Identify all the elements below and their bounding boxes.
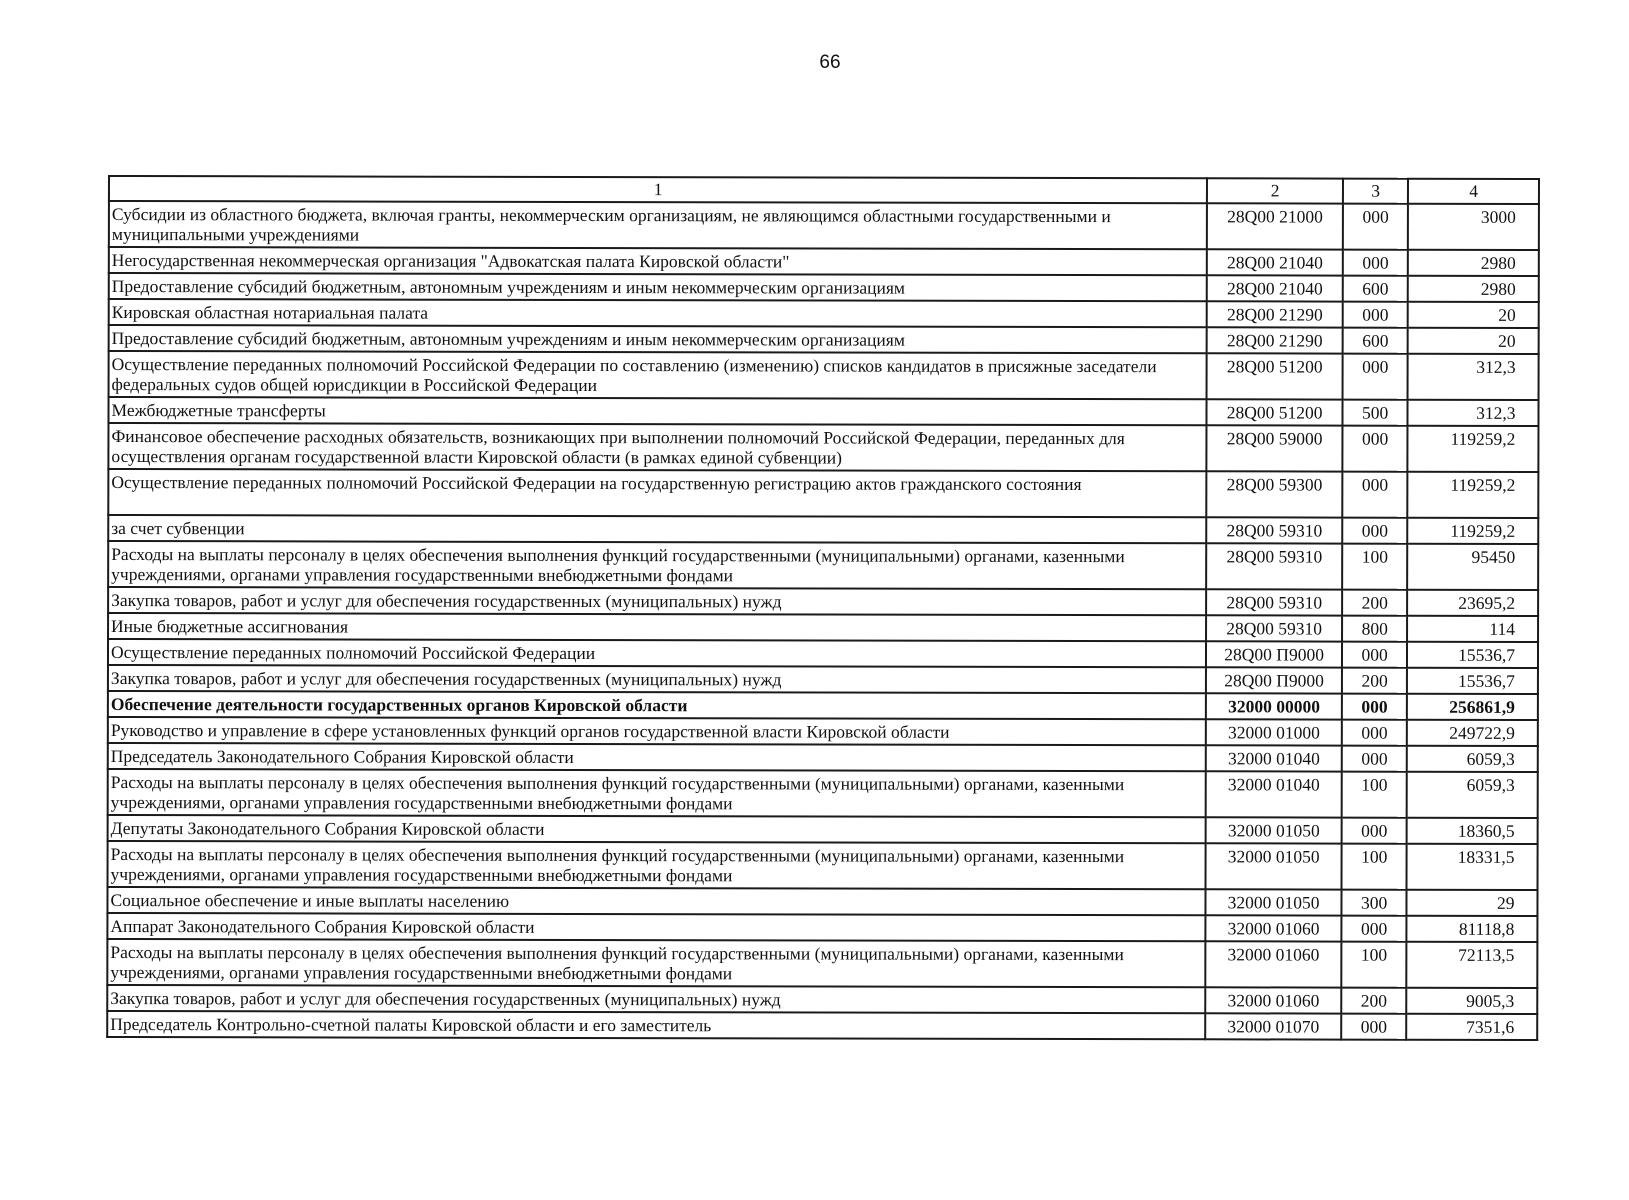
row-code-cell: 32000 00000 bbox=[1206, 693, 1342, 719]
budget-table bbox=[106, 175, 1540, 1041]
row-name-cell: Иные бюджетные ассигнования bbox=[108, 613, 1206, 641]
row-sum-cell: 9005,3 bbox=[1407, 988, 1538, 1014]
table-row bbox=[108, 423, 1538, 472]
row-sum-cell: 2980 bbox=[1408, 276, 1539, 302]
row-code-cell: 28Q00 59310 bbox=[1206, 543, 1342, 589]
row-sum-cell: 119259,2 bbox=[1408, 472, 1539, 518]
row-sum-cell: 6059,3 bbox=[1407, 746, 1538, 772]
row-code-cell: 32000 01060 bbox=[1206, 987, 1342, 1013]
row-name-cell: Социальное обеспечение и иные выплаты населению bbox=[107, 887, 1205, 915]
row-code-cell: 28Q00 59300 bbox=[1207, 471, 1343, 517]
row-type-cell: 200 bbox=[1341, 988, 1406, 1014]
column-header-type: 3 bbox=[1343, 179, 1408, 204]
row-name-cell: Финансовое обеспечение расходных обязательств, возникающих при выполнении полномочий Российской Федерации, переданных для осуществления органам государственной власти Кировской области (в рамках единой субвенции) bbox=[108, 423, 1206, 471]
table-row bbox=[109, 201, 1539, 250]
row-name-cell: Осуществление переданных полномочий Российской Федерации на государственную регистрацию актов гражданского состояния bbox=[108, 469, 1206, 517]
column-header-code: 2 bbox=[1207, 178, 1343, 203]
row-type-cell: 200 bbox=[1342, 590, 1407, 616]
row-sum-cell: 29 bbox=[1407, 890, 1538, 916]
row-sum-cell: 7351,6 bbox=[1407, 1014, 1538, 1040]
row-name-cell: Обеспечение деятельности государственных органов Кировской области bbox=[108, 691, 1206, 719]
table-row bbox=[109, 273, 1539, 302]
row-sum-cell: 20 bbox=[1408, 302, 1539, 328]
table-row bbox=[108, 815, 1538, 844]
row-name-cell: Предоставление субсидий бюджетным, автономным учреждениям и иным некоммерческим организациям bbox=[109, 325, 1207, 353]
row-code-cell: 32000 01050 bbox=[1206, 817, 1342, 843]
table-row bbox=[108, 743, 1538, 772]
table-row bbox=[109, 325, 1539, 354]
table-row bbox=[108, 665, 1538, 694]
row-name-cell: за счет субвенции bbox=[108, 515, 1206, 543]
table-row bbox=[108, 397, 1538, 426]
row-name-cell: Закупка товаров, работ и услуг для обеспечения государственных (муниципальных) нужд bbox=[108, 665, 1206, 693]
row-type-cell: 000 bbox=[1342, 518, 1407, 544]
row-sum-cell: 6059,3 bbox=[1407, 772, 1538, 818]
row-sum-cell: 18331,5 bbox=[1407, 844, 1538, 890]
row-code-cell: 32000 01060 bbox=[1206, 941, 1342, 987]
row-name-cell: Руководство и управление в сфере установленных функций органов государственной власти Кировской области bbox=[108, 717, 1206, 745]
row-sum-cell: 20 bbox=[1408, 328, 1539, 354]
table-row bbox=[109, 351, 1539, 400]
row-code-cell: 32000 01000 bbox=[1206, 719, 1342, 745]
row-sum-cell: 15536,7 bbox=[1407, 668, 1538, 694]
table-body bbox=[107, 201, 1539, 1040]
row-code-cell: 28Q00 21000 bbox=[1207, 203, 1343, 249]
row-name-cell: Расходы на выплаты персоналу в целях обеспечения выполнения функций государственными (муниципальными) органами, казенными учреждениями, органами управления государственными внебюджетными фондами bbox=[107, 939, 1205, 987]
row-type-cell: 100 bbox=[1341, 942, 1406, 988]
row-code-cell: 32000 01050 bbox=[1206, 843, 1342, 889]
row-sum-cell: 3000 bbox=[1408, 204, 1539, 250]
row-sum-cell: 312,3 bbox=[1408, 400, 1539, 426]
table-header bbox=[109, 176, 1539, 204]
table-row bbox=[108, 541, 1538, 590]
row-name-cell: Субсидии из областного бюджета, включая гранты, некоммерческим организациям, не являющимся областными государственными и муниципальными учреждениями bbox=[109, 201, 1207, 249]
row-name-cell: Закупка товаров, работ и услуг для обеспечения государственных (муниципальных) нужд bbox=[108, 587, 1206, 615]
row-name-cell: Осуществление переданных полномочий Российской Федерации по составлению (изменению) списков кандидатов в присяжные заседатели федеральных судов общей юрисдикции в Российской Федерации bbox=[109, 351, 1207, 399]
table-row bbox=[108, 613, 1538, 642]
row-sum-cell: 18360,5 bbox=[1407, 818, 1538, 844]
row-type-cell: 000 bbox=[1341, 916, 1406, 942]
row-sum-cell: 119259,2 bbox=[1408, 426, 1539, 472]
table-row bbox=[108, 717, 1538, 746]
row-name-cell: Расходы на выплаты персоналу в целях обеспечения выполнения функций государственными (муниципальными) органами, казенными учреждениями, органами управления государственными внебюджетными фондами bbox=[108, 541, 1206, 589]
table-row bbox=[107, 913, 1537, 942]
table-row bbox=[107, 939, 1537, 988]
row-name-cell: Закупка товаров, работ и услуг для обеспечения государственных (муниципальных) нужд bbox=[107, 985, 1205, 1013]
row-code-cell: 32000 01060 bbox=[1206, 915, 1342, 941]
row-type-cell: 000 bbox=[1342, 694, 1407, 720]
table-row bbox=[108, 691, 1538, 720]
header-row bbox=[109, 176, 1539, 204]
row-name-cell: Предоставление субсидий бюджетным, автономным учреждениям и иным некоммерческим организациям bbox=[109, 273, 1207, 301]
row-name-cell: Межбюджетные трансферты bbox=[108, 397, 1206, 425]
table-row bbox=[108, 769, 1538, 818]
row-type-cell: 000 bbox=[1343, 354, 1408, 400]
row-code-cell: 28Q00 П9000 bbox=[1206, 667, 1342, 693]
row-type-cell: 000 bbox=[1342, 746, 1407, 772]
row-code-cell: 28Q00 П9000 bbox=[1206, 641, 1342, 667]
row-type-cell: 500 bbox=[1342, 400, 1407, 426]
row-name-cell: Депутаты Законодательного Собрания Кировской области bbox=[108, 815, 1206, 843]
row-type-cell: 100 bbox=[1342, 772, 1407, 818]
row-sum-cell: 81118,8 bbox=[1407, 916, 1538, 942]
table-row bbox=[107, 985, 1537, 1014]
row-code-cell: 28Q00 21290 bbox=[1207, 301, 1343, 327]
row-name-cell: Аппарат Законодательного Собрания Кировской области bbox=[107, 913, 1205, 941]
row-name-cell: Расходы на выплаты персоналу в целях обеспечения выполнения функций государственными (муниципальными) органами, казенными учреждениями, органами управления государственными внебюджетными фондами bbox=[108, 841, 1206, 889]
row-type-cell: 000 bbox=[1342, 426, 1407, 472]
row-sum-cell: 114 bbox=[1407, 616, 1538, 642]
row-type-cell: 000 bbox=[1342, 720, 1407, 746]
row-name-cell: Расходы на выплаты персоналу в целях обеспечения выполнения функций государственными (муниципальными) органами, казенными учреждениями, органами управления государственными внебюджетными фондами bbox=[108, 769, 1206, 817]
row-code-cell: 28Q00 21040 bbox=[1207, 275, 1343, 301]
table-row bbox=[108, 587, 1538, 616]
row-sum-cell: 249722,9 bbox=[1407, 720, 1538, 746]
row-code-cell: 28Q00 59310 bbox=[1206, 517, 1342, 543]
table-row bbox=[108, 469, 1538, 518]
page-number: 66 bbox=[819, 52, 841, 73]
row-name-cell: Негосударственная некоммерческая организация "Адвокатская палата Кировской области" bbox=[109, 247, 1207, 275]
row-code-cell: 32000 01040 bbox=[1206, 771, 1342, 817]
row-code-cell: 28Q00 21290 bbox=[1207, 327, 1343, 353]
row-type-cell: 800 bbox=[1342, 616, 1407, 642]
row-code-cell: 28Q00 51200 bbox=[1207, 353, 1343, 399]
row-name-cell: Председатель Законодательного Собрания Кировской области bbox=[108, 743, 1206, 771]
row-type-cell: 000 bbox=[1343, 302, 1408, 328]
row-type-cell: 100 bbox=[1342, 544, 1407, 590]
table-row bbox=[107, 887, 1537, 916]
row-code-cell: 28Q00 59000 bbox=[1207, 425, 1343, 471]
row-type-cell: 000 bbox=[1342, 472, 1407, 518]
column-header-sum: 4 bbox=[1408, 179, 1539, 204]
row-sum-cell: 256861,9 bbox=[1407, 694, 1538, 720]
row-type-cell: 600 bbox=[1343, 328, 1408, 354]
row-name-cell: Осуществление переданных полномочий Российской Федерации bbox=[108, 639, 1206, 667]
row-name-cell: Кировская областная нотариальная палата bbox=[109, 299, 1207, 327]
row-type-cell: 000 bbox=[1342, 642, 1407, 668]
row-sum-cell: 119259,2 bbox=[1408, 518, 1539, 544]
row-sum-cell: 312,3 bbox=[1408, 354, 1539, 400]
row-type-cell: 300 bbox=[1341, 890, 1406, 916]
row-type-cell: 000 bbox=[1342, 818, 1407, 844]
table-row bbox=[108, 841, 1538, 890]
row-type-cell: 200 bbox=[1342, 668, 1407, 694]
row-code-cell: 28Q00 59310 bbox=[1206, 615, 1342, 641]
row-type-cell: 600 bbox=[1343, 276, 1408, 302]
row-type-cell: 000 bbox=[1343, 204, 1408, 250]
table-row bbox=[108, 515, 1538, 544]
row-sum-cell: 15536,7 bbox=[1407, 642, 1538, 668]
row-code-cell: 32000 01070 bbox=[1205, 1013, 1341, 1039]
row-code-cell: 28Q00 59310 bbox=[1206, 589, 1342, 615]
table-row bbox=[107, 1011, 1537, 1040]
row-code-cell: 32000 01040 bbox=[1206, 745, 1342, 771]
row-sum-cell: 95450 bbox=[1407, 544, 1538, 590]
table-row bbox=[109, 299, 1539, 328]
row-sum-cell: 23695,2 bbox=[1407, 590, 1538, 616]
row-type-cell: 000 bbox=[1341, 1014, 1406, 1040]
row-code-cell: 28Q00 21040 bbox=[1207, 249, 1343, 275]
row-sum-cell: 2980 bbox=[1408, 250, 1539, 276]
row-type-cell: 000 bbox=[1343, 250, 1408, 276]
column-header-name: 1 bbox=[109, 176, 1207, 203]
table-row bbox=[108, 639, 1538, 668]
row-code-cell: 28Q00 51200 bbox=[1207, 399, 1343, 425]
row-name-cell: Председатель Контрольно-счетной палаты Кировской области и его заместитель bbox=[107, 1011, 1205, 1039]
row-sum-cell: 72113,5 bbox=[1407, 942, 1538, 988]
row-code-cell: 32000 01050 bbox=[1206, 889, 1342, 915]
table-row bbox=[109, 247, 1539, 276]
row-type-cell: 100 bbox=[1342, 844, 1407, 890]
